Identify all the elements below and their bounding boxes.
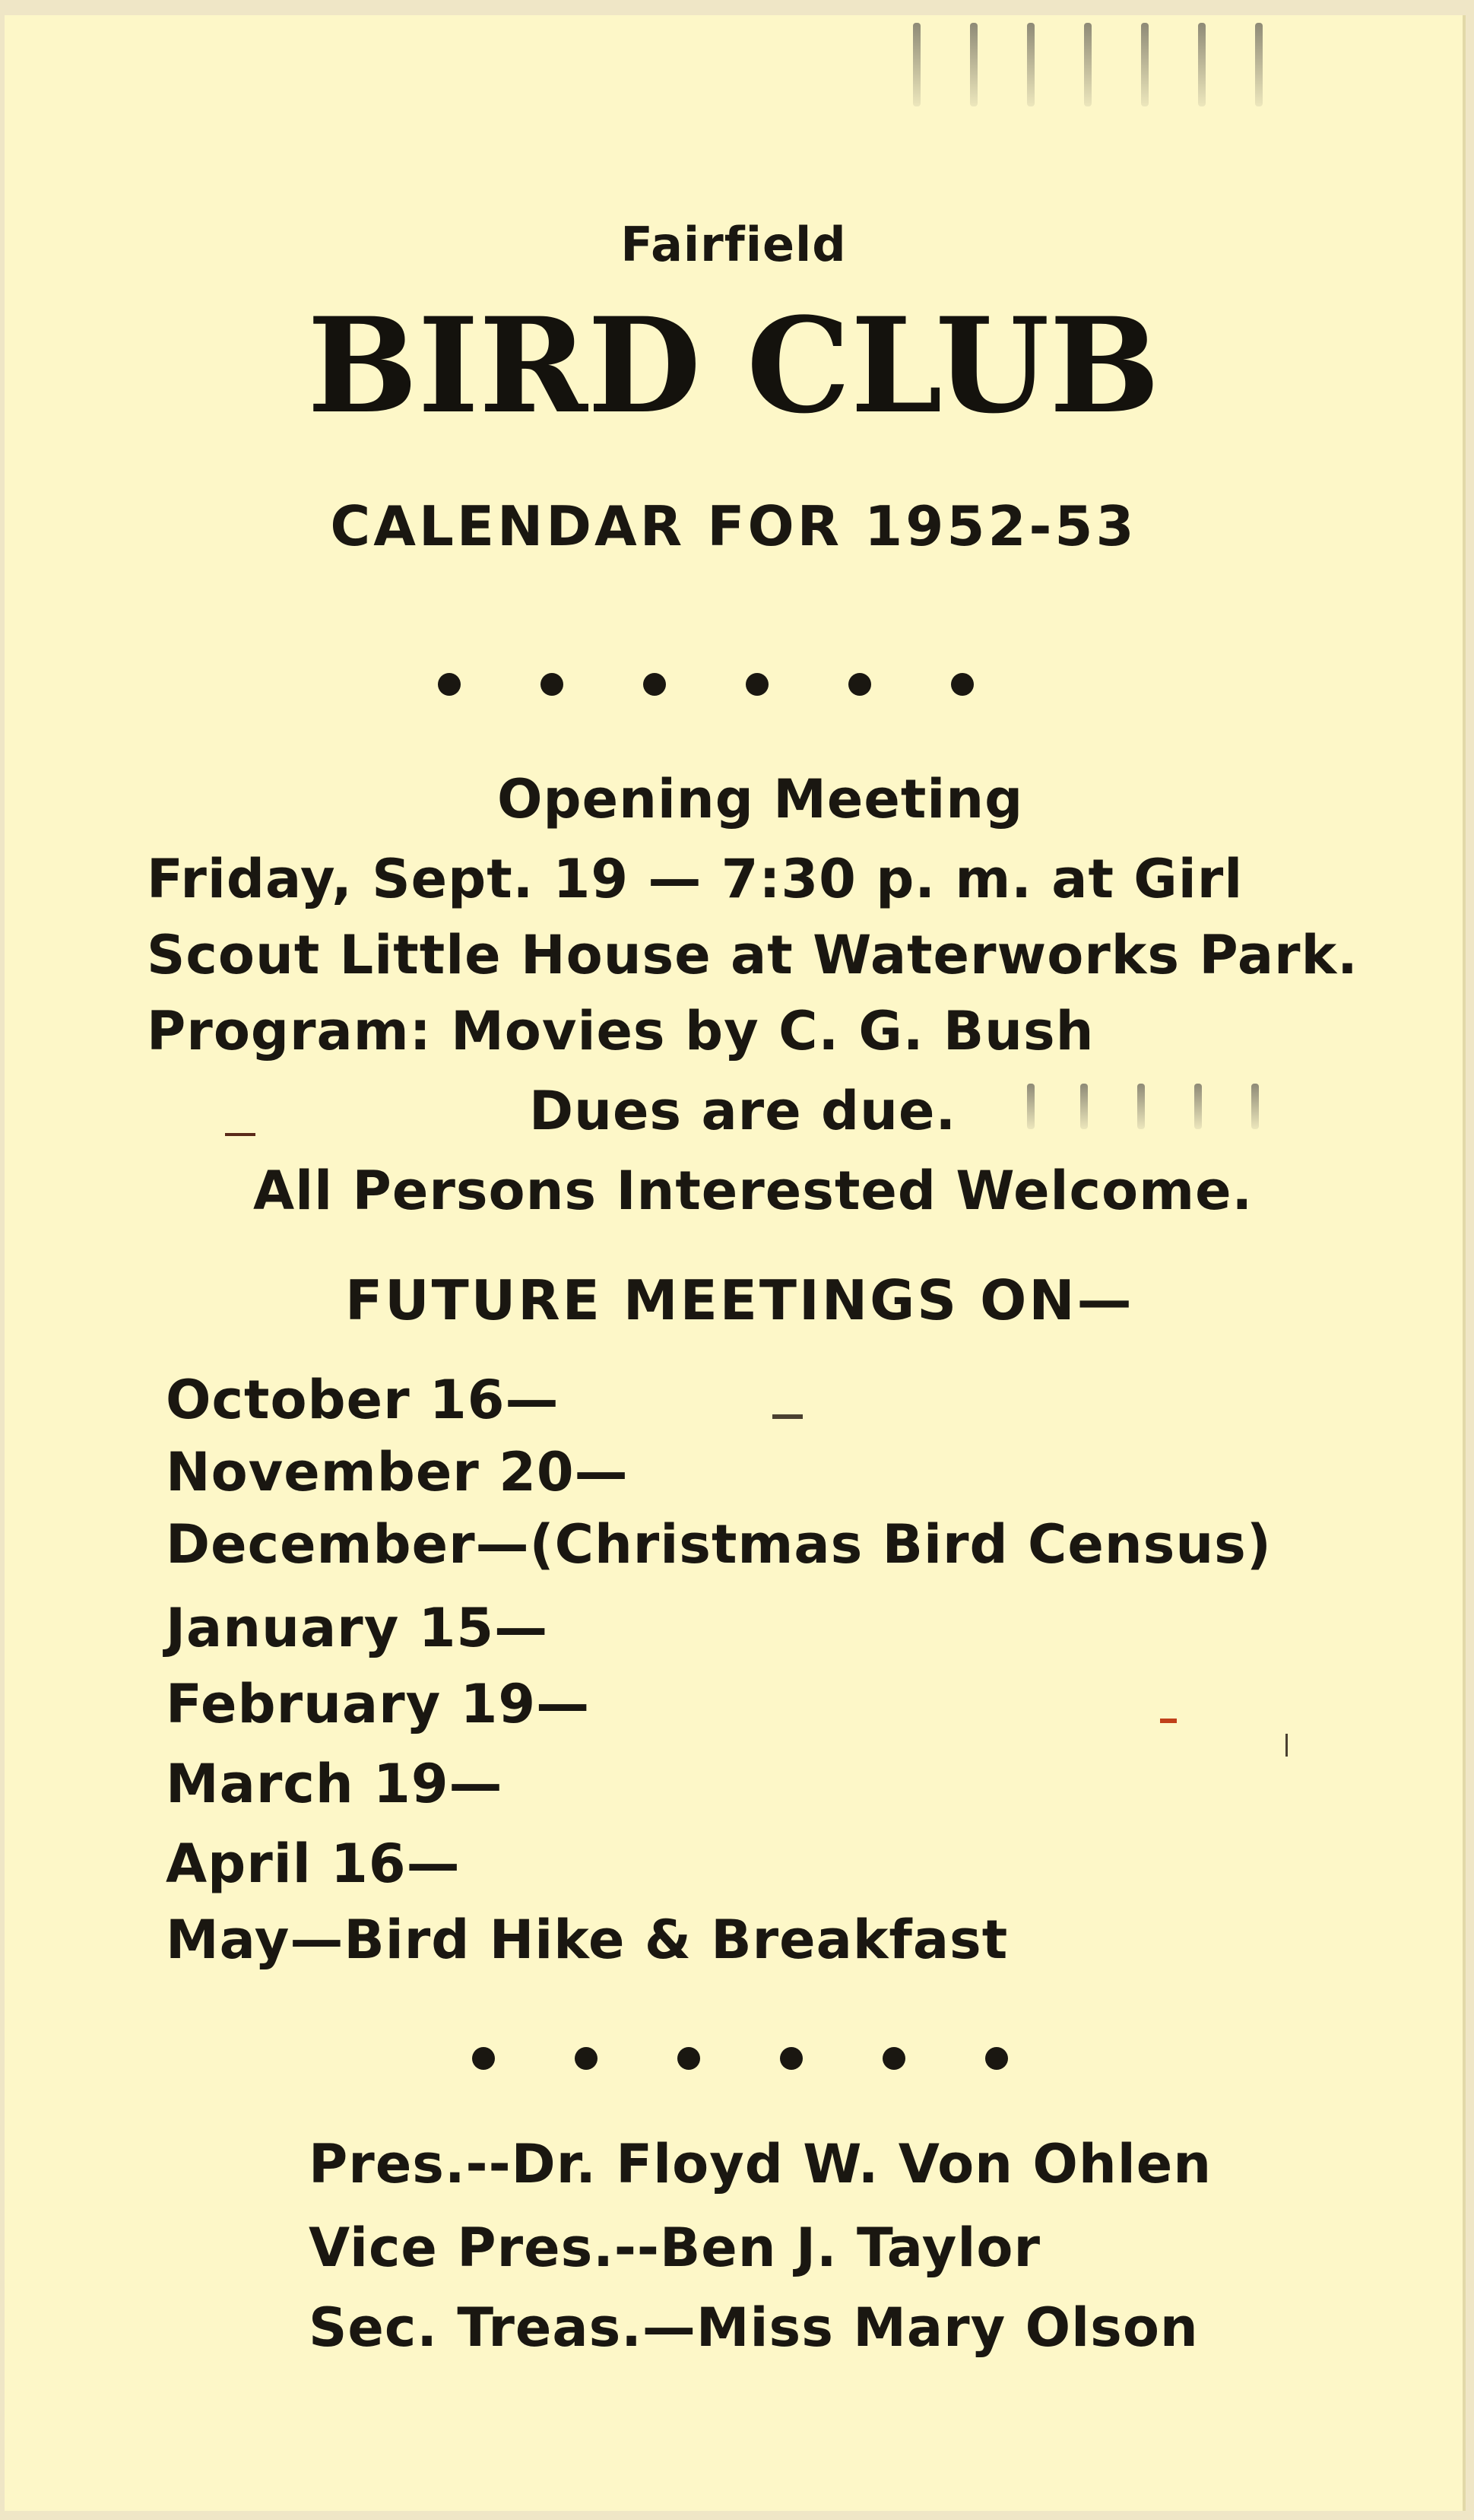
bullet-dot bbox=[951, 673, 974, 696]
meeting-date: February 19— bbox=[166, 1673, 591, 1735]
meeting-date: November 20— bbox=[166, 1441, 629, 1503]
ghost-mark bbox=[1027, 1084, 1035, 1129]
ink-speck bbox=[1160, 1719, 1177, 1723]
bullet-dot bbox=[472, 2047, 495, 2070]
ghost-mark bbox=[1198, 23, 1206, 106]
club-name-title: BIRD CLUB bbox=[307, 288, 1160, 443]
meeting-date: January 15— bbox=[166, 1597, 549, 1659]
meeting-date: March 19— bbox=[166, 1753, 503, 1815]
ghost-mark bbox=[1027, 23, 1035, 106]
ghost-mark bbox=[1080, 1084, 1088, 1129]
bullet-dot bbox=[643, 673, 666, 696]
ghost-mark bbox=[913, 23, 921, 106]
calendar-card bbox=[5, 15, 1466, 2511]
bullet-dot bbox=[780, 2047, 803, 2070]
bullet-dot bbox=[677, 2047, 700, 2070]
ghost-mark bbox=[1255, 23, 1263, 106]
opening-line: Dues are due. bbox=[529, 1080, 957, 1142]
calendar-title: CALENDAR FOR 1952-53 bbox=[330, 494, 1137, 558]
ink-speck bbox=[772, 1414, 803, 1419]
bullet-dot bbox=[540, 673, 563, 696]
ghost-mark bbox=[1194, 1084, 1202, 1129]
club-place: Fairfield bbox=[620, 217, 847, 272]
ghost-mark bbox=[1137, 1084, 1145, 1129]
meeting-date: May—Bird Hike & Breakfast bbox=[166, 1909, 1009, 1971]
bullet-dot bbox=[746, 673, 769, 696]
ghost-mark bbox=[970, 23, 978, 106]
bullet-dot bbox=[575, 2047, 598, 2070]
opening-line: All Persons Interested Welcome. bbox=[253, 1160, 1254, 1222]
bullet-divider bbox=[472, 2047, 1027, 2071]
ghost-mark bbox=[1251, 1084, 1259, 1129]
bullet-dot bbox=[848, 673, 871, 696]
ink-speck bbox=[1285, 1734, 1288, 1757]
bullet-dot bbox=[985, 2047, 1008, 2070]
ink-speck bbox=[225, 1133, 255, 1136]
opening-line: Program: Movies by C. G. Bush bbox=[147, 1000, 1095, 1062]
officer-president: Pres.--Dr. Floyd W. Von Ohlen bbox=[309, 2133, 1212, 2195]
opening-line: Friday, Sept. 19 — 7:30 p. m. at Girl bbox=[147, 848, 1244, 910]
meeting-date: October 16— bbox=[166, 1369, 559, 1431]
bullet-dot bbox=[883, 2047, 905, 2070]
opening-heading: Opening Meeting bbox=[497, 768, 1024, 830]
opening-line: Scout Little House at Waterworks Park. bbox=[147, 924, 1358, 986]
bullet-divider bbox=[438, 673, 993, 697]
meeting-date: April 16— bbox=[166, 1833, 461, 1895]
meeting-date: December—(Christmas Bird Census) bbox=[166, 1513, 1272, 1576]
officer-vice-president: Vice Pres.--Ben J. Taylor bbox=[309, 2217, 1041, 2279]
ghost-mark bbox=[1084, 23, 1092, 106]
bullet-dot bbox=[438, 673, 461, 696]
future-meetings-heading: FUTURE MEETINGS ON— bbox=[345, 1268, 1134, 1332]
officer-secretary-treasurer: Sec. Treas.—Miss Mary Olson bbox=[309, 2296, 1199, 2359]
ghost-mark bbox=[1141, 23, 1149, 106]
